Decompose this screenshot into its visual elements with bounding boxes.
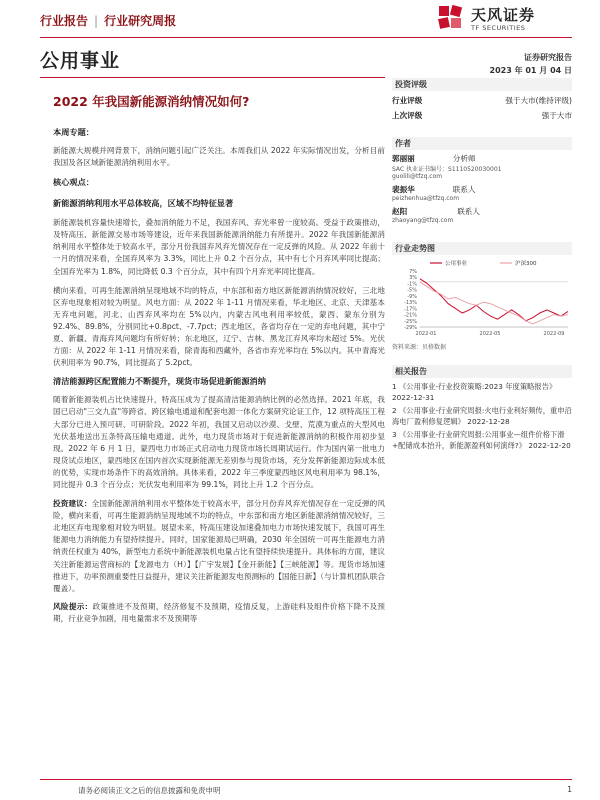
topic-heading: 本周专题： — [53, 127, 94, 137]
footer-disclaimer: 请务必阅读正文之后的信息披露和免责申明 — [78, 786, 221, 795]
breadcrumb-industry-report[interactable]: 行业报告 — [40, 14, 89, 28]
author-email[interactable]: zhaoyang@tfzq.com — [392, 217, 454, 224]
sidebar — [392, 78, 572, 451]
paragraph-1: 新能源装机容量快速增长，叠加消纳能力不足，我国弃风、弃光率曾一度较高。受益于政策推动，及特高压、新能源交易市场等建设，近年来我国新能源消纳能力有所提升。2022 年我国新能源消纳利用水平整体处于较高水平，部分月份我国弃风弃光情况存在一定反弹的风险。从 2022 年前十一月的情况来看，全国弃风率为 3.3%，同比上升 0.2 个百分点，其中有七个月弃风率同比提高；全国弃光率为 1.8%，同比降低 0.3 个百分点，其中有四个月弃光率同比提高。 — [53, 218, 385, 276]
tf-logo-icon — [437, 4, 467, 34]
related-heading: 相关报告 — [392, 365, 572, 378]
breadcrumb-weekly[interactable]: 行业研究周报 — [104, 14, 177, 28]
main-content — [53, 127, 385, 625]
logo-text-cn: 天风证券 — [471, 6, 536, 24]
y-tick-label: -21% — [404, 312, 417, 319]
related-report-1[interactable]: 1 《公用事业-行业投资策略:2023 年度策略报告》 2022-12-31 — [392, 382, 557, 402]
prev-rating-row — [392, 110, 572, 121]
footer-rule — [40, 779, 572, 780]
header-rule — [40, 37, 572, 38]
x-tick-label: 2022-05 — [479, 331, 501, 337]
sector-title: 公用事业 — [40, 50, 121, 72]
investment-advice-label: 投资建议： — [53, 499, 92, 509]
related-list — [392, 381, 572, 451]
y-tick-label: -1% — [407, 281, 417, 288]
legend-label: 沪深300 — [515, 261, 537, 267]
report-title: 2022 年我国新能源消纳情况如何? — [53, 94, 250, 109]
author-email[interactable]: guolili@tfzq.com — [392, 173, 443, 180]
author-email[interactable]: peizhenhua@tfzq.com — [392, 195, 460, 202]
industry-rating-label: 行业评级 — [392, 96, 423, 105]
industry-rating-row — [392, 95, 572, 106]
related-report-3[interactable]: 3 《公用事业-行业研究周报:公用事业—组件价格下滑+配储成本抬升，新能源盈利如何演绎?》 2022-12-20 — [392, 430, 571, 450]
author-license: SAC 执业证书编号：S1110520030001 — [392, 166, 502, 173]
author-role: 联系人 — [457, 207, 480, 216]
prev-rating-value: 强于大市 — [541, 111, 572, 120]
risk-label: 风险提示： — [53, 601, 93, 611]
investment-advice-text: 全国新能源消纳利用水平整体处于较高水平，部分月份弃风弃光情况存在一定反弹的风险，横向来看，可再生能源消纳呈现地域不均的特点，中东部和南方地区新能源消纳情况较好，三北地区弃电现象相对较为明显。展望未来，特高压建设加速叠加电力市场快速发展下，我国可再生能源电力消纳能力有望持续提升。同时，国家能源局已明确，2030 年全国统一可再生能源电力消纳责任权重为 40%，新型电力系统中新能源装机电量占比有望持续快速提升。具体标的方面，建议关注新能源运营商标的【龙源电力（H）】【广宇发展】【金开新能】【三峡能源】等。现货市场加速推进下，功率预测重要性日益提升，建议关注新能源发电预测标的【国能日新】（与计算机团队联合覆盖）。 — [53, 499, 386, 593]
legend-label: 公用事业 — [445, 261, 468, 267]
y-tick-label: 3% — [409, 275, 417, 282]
core-heading: 核心观点： — [53, 177, 94, 188]
paragraph-2: 横向来看，可再生能源消纳呈现地域不均的特点，中东部和南方地区新能源消纳情况较好，三北地区弃电现象相对较为明显。风电方面：从 2022 年 1-11 月情况来看，华北地区、北京、天津基本无弃电问题，河北、山西弃风率均在 5%以内，内蒙古风电利用率较低，蒙西、蒙东分别为 92.4%、89.8%，分别同比+0.8pct、-7.7pct；西北地区，各省均存在一定的弃电问题，其中宁夏、新疆、青海弃风问题均有所好转；东北地区，辽宁、吉林、黑龙江弃风率均未超过 5%。光伏方面：从 2022 年 1-11 月情况来看，除青海和西藏外，各省市弃光率均在 5%以内。其中青海光伏利用率为 90.7%，同比提高了 5.2pct。 — [53, 285, 385, 368]
author-role: 联系人 — [452, 185, 476, 194]
x-tick-label: 2022-09 — [543, 331, 565, 337]
author-name: 赵阳 — [392, 207, 408, 216]
header-breadcrumb — [40, 12, 176, 29]
y-tick-label: -17% — [404, 306, 417, 313]
author-name: 裴振华 — [392, 185, 415, 194]
report-date: 2023 年 01 月 04 日 — [489, 66, 572, 75]
author-name: 郭丽丽 — [392, 154, 415, 163]
x-tick-label: 2022-01 — [415, 331, 437, 337]
y-tick-label: -29% — [404, 325, 417, 331]
author-1 — [392, 153, 572, 180]
chart-source: 资料来源：贝格数据 — [392, 344, 447, 351]
prev-rating-label: 上次评级 — [392, 111, 423, 120]
logo-text-en: TF SECURITIES — [471, 24, 526, 32]
paragraph-4 — [53, 498, 385, 595]
tf-logo — [437, 2, 572, 36]
author-3 — [392, 206, 572, 224]
series-line-0 — [420, 279, 568, 321]
y-tick-label: -9% — [407, 293, 417, 300]
trend-chart — [392, 257, 572, 339]
subheading-1: 新能源消纳利用水平总体较高，区域不均特征显著 — [53, 198, 234, 209]
subheading-2: 清洁能源跨区配置能力不断提升，现货市场促进新能源消纳 — [53, 376, 266, 387]
paragraph-5 — [53, 601, 385, 625]
industry-rating-value: 强于大市(维持评级) — [505, 96, 572, 105]
authors-heading: 作者 — [392, 137, 572, 150]
author-2 — [392, 184, 572, 202]
y-tick-label: -13% — [404, 300, 417, 307]
report-type: 证券研究报告 — [524, 53, 572, 62]
rating-heading: 投资评级 — [392, 78, 572, 91]
title-rule — [40, 77, 385, 78]
risk-text: 政策推进不及预期，经济修复不及预期，疫情反复，上游硅料及组件价格下降不及预期，行业竞争加剧，用电量需求不及预期等 — [53, 601, 385, 623]
topic-text: 新能源大规模并网背景下，消纳问题引起广泛关注。本周我们从 2022 年实际情况出发，分析目前我国及各区域新能源消纳利用水平。 — [53, 146, 385, 168]
author-role: 分析师 — [452, 154, 476, 163]
paragraph-3: 随着新能源装机占比快速提升，特高压成为了提高清洁能源消纳比例的必然选择。2021 年底，我国已启动"三交九直"等跨省、跨区输电通道和配套电源一体化方案研究论证工作，12 项特高压工程大部分已进入预可研、可研阶段。2022 年初，我国又启动以沙漠、戈壁、荒漠为重点的大型风电光伏基地送出五条特高压输电通道。此外，电力现货市场对于促进新能源消纳的积极作用初步显现。2022 年 6 月 1 日，蒙西电力市场正式启动电力现货市场长周期试运行。作为国内第一批电力现货试点地区，蒙西地区在国内首次实现新能源无差别参与现货市场，充分发挥新能源边际成本低的优势，实现市场条件下的高效消纳。具体来看，2022 年三季度蒙西地区风电利用率为 98.1%，同比提升 0.3 个百分点；光伏发电利用率为 99.1%，同比上升 1.2 个百分点。 — [53, 395, 385, 489]
page-number: 1 — [567, 785, 572, 794]
related-report-2[interactable]: 2 《公用事业-行业研究周报:火电行业利好频传，重申沿海电厂盈利修复逻辑》 2022-12-28 — [392, 406, 572, 426]
breadcrumb-separator: | — [94, 13, 99, 28]
y-tick-label: -5% — [407, 287, 417, 294]
y-tick-label: -25% — [404, 318, 417, 325]
trend-heading: 行业走势图 — [392, 242, 572, 255]
y-tick-label: 7% — [409, 269, 417, 275]
